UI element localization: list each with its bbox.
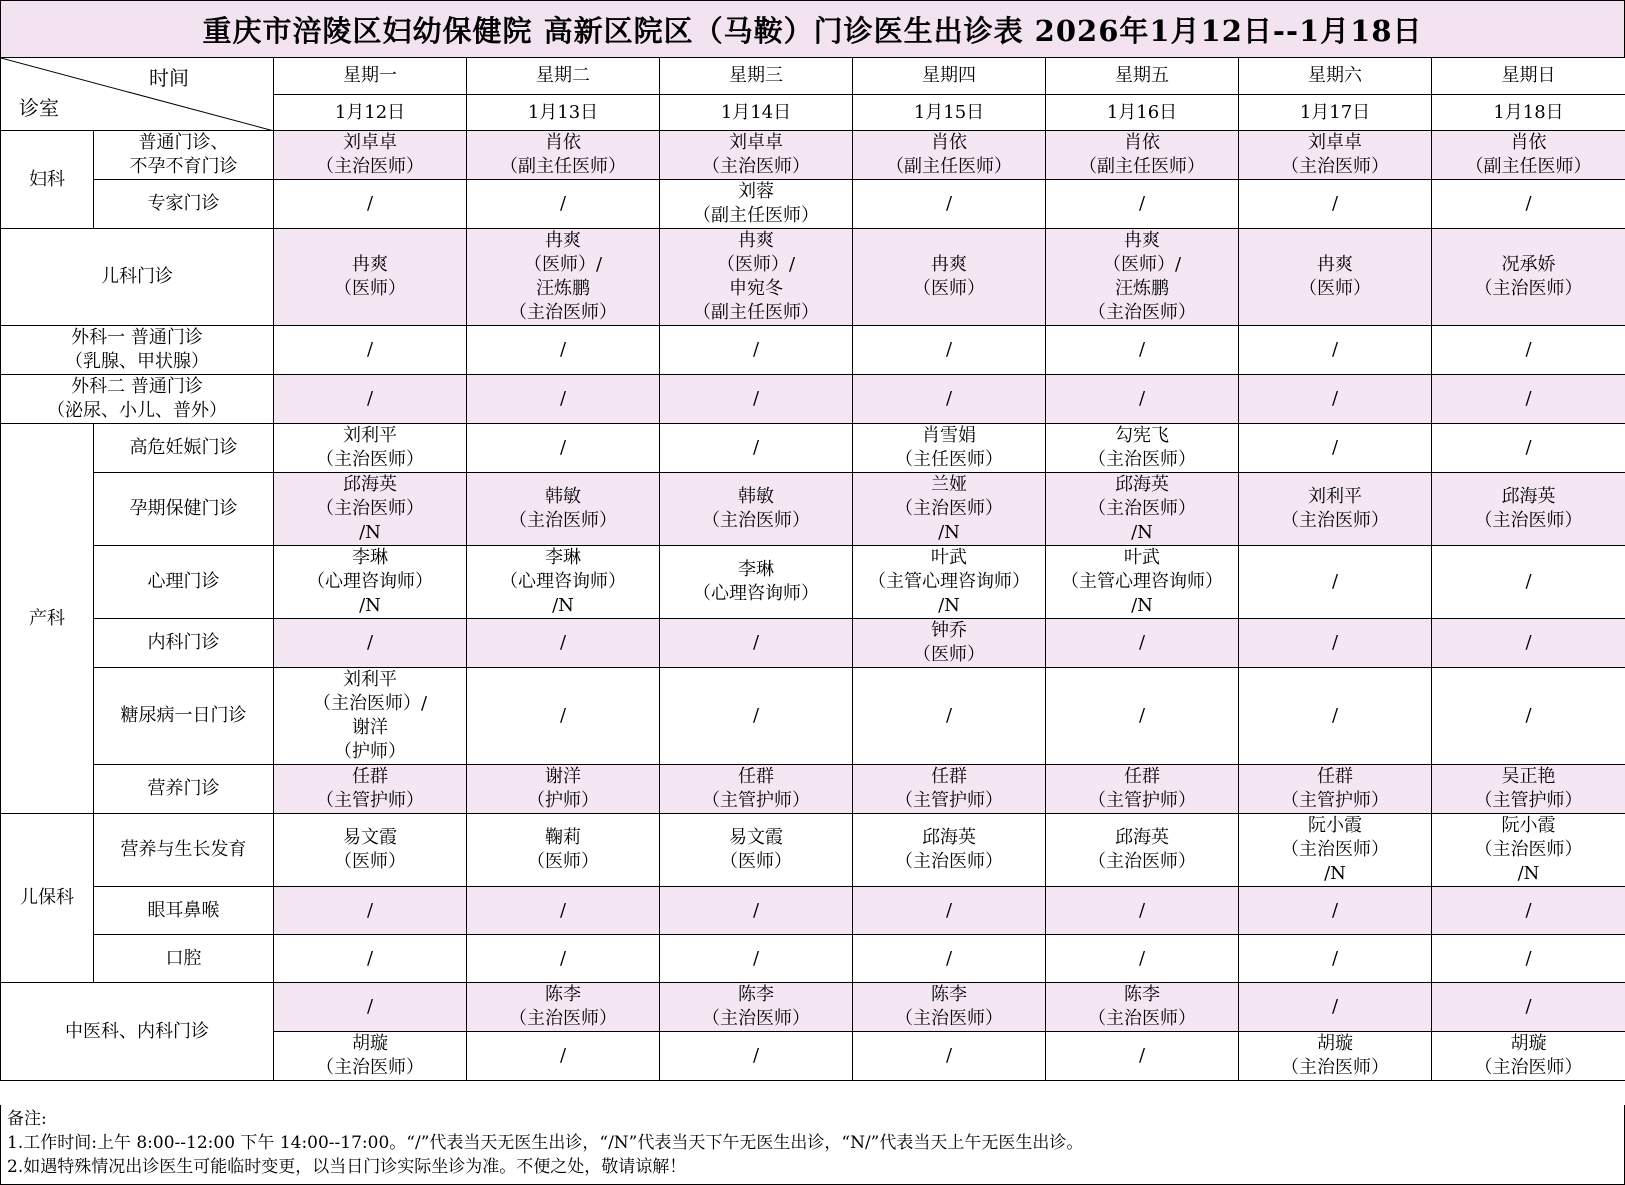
clinic-label-text: 内科门诊: [147, 632, 220, 653]
clinic-label-text: 儿科门诊: [101, 266, 173, 287]
doctor-entry: /: [945, 947, 953, 969]
doctor-entry: 刘卓卓 （主治医师）: [702, 132, 810, 177]
schedule-cell: [660, 229, 853, 326]
schedule-cell: [274, 887, 467, 935]
doctor-entry: /: [1138, 899, 1146, 921]
doctor-entry: 肖依 （副主任医师）: [886, 132, 1012, 177]
schedule-cell: [853, 619, 1046, 668]
corner-time-label: 时间: [149, 66, 189, 90]
doctor-entry: /: [1331, 705, 1339, 726]
schedule-cell: [1432, 473, 1625, 546]
doctor-entry: /: [1331, 632, 1339, 653]
doctor-entry: 鞠莉 （医师）: [527, 827, 599, 872]
schedule-cell: [467, 326, 660, 375]
schedule-cell: [1239, 424, 1432, 473]
doctor-entry: /: [1138, 947, 1146, 969]
weekday-header: 星期日: [1432, 58, 1625, 95]
doctor-entry: /: [945, 705, 953, 726]
clinic-label: [94, 131, 274, 180]
weekday-header: 星期四: [853, 58, 1046, 95]
doctor-entry: /: [1331, 996, 1339, 1017]
clinic-label-text: 中医科、内科门诊: [65, 1020, 209, 1042]
weekday-header: 星期五: [1046, 58, 1239, 95]
schedule-cell: [1432, 887, 1625, 935]
doctor-entry: 刘蓉 （副主任医师）: [693, 181, 819, 226]
schedule-cell: [660, 546, 853, 619]
schedule-cell: [1046, 765, 1239, 814]
clinic-label: [94, 935, 274, 983]
schedule-cell: [853, 473, 1046, 546]
schedule-cell: [1046, 668, 1239, 765]
doctor-entry: /: [559, 899, 567, 921]
doctor-entry: /: [752, 339, 760, 360]
schedule-cell: [1239, 983, 1432, 1032]
clinic-label-text: 普通门诊、 不孕不育门诊: [129, 132, 238, 177]
doctor-entry: 胡璇 （主治医师）: [316, 1033, 424, 1078]
doctor-entry: 陈李 （主治医师）: [1088, 984, 1196, 1029]
schedule-cell: [1432, 180, 1625, 229]
schedule-cell: [1046, 375, 1239, 424]
schedule-cell: [1432, 229, 1625, 326]
schedule-cell: [660, 375, 853, 424]
schedule-cell: [467, 668, 660, 765]
doctor-entry: /: [1138, 388, 1146, 409]
page-title: 重庆市涪陵区妇幼保健院 高新区院区（马鞍）门诊医生出诊表 2026年1月12日--1月18日: [0, 0, 1625, 58]
doctor-entry: /: [1331, 388, 1339, 409]
schedule-cell: [1432, 619, 1625, 668]
date-header: 1月16日: [1046, 95, 1239, 131]
schedule-cell: [1239, 935, 1432, 983]
schedule-cell: [1239, 887, 1432, 935]
schedule-cell: [660, 424, 853, 473]
schedule-cell: [853, 935, 1046, 983]
doctor-entry: 肖依 （副主任医师）: [1079, 132, 1205, 177]
schedule-cell: [1432, 424, 1625, 473]
schedule-cell: [274, 131, 467, 180]
clinic-label-text: 营养与生长发育: [120, 839, 247, 860]
doctor-entry: 吴正艳 （主管护师）: [1474, 766, 1583, 811]
schedule-cell: [274, 546, 467, 619]
schedule-cell: [660, 619, 853, 668]
schedule-cell: [1432, 375, 1625, 424]
doctor-entry: /: [1525, 899, 1532, 921]
doctor-entry: /: [1525, 632, 1532, 653]
schedule-cell: [1239, 1032, 1432, 1081]
schedule-cell: [274, 229, 467, 326]
date-header: 1月17日: [1239, 95, 1432, 131]
schedule-cell: [274, 375, 467, 424]
doctor-entry: 刘卓卓 （主治医师）: [316, 132, 424, 177]
doctor-entry: 刘卓卓 （主治医师）: [1281, 132, 1389, 177]
date-header: 1月12日: [274, 95, 467, 131]
doctor-entry: 任群 （主管护师）: [1088, 766, 1196, 811]
clinic-label-text: 糖尿病一日门诊: [120, 705, 247, 726]
schedule-cell: [1432, 935, 1625, 983]
doctor-entry: 肖依 （副主任医师）: [500, 132, 626, 177]
date-header: 1月18日: [1432, 95, 1625, 131]
clinic-label-text: 心理门诊: [147, 571, 220, 592]
schedule-cell: [1239, 229, 1432, 326]
schedule-cell: [1239, 668, 1432, 765]
doctor-entry: /: [1525, 339, 1532, 360]
doctor-entry: /: [752, 705, 760, 726]
schedule-cell: [1432, 983, 1625, 1032]
header-corner-cell: [1, 58, 274, 131]
schedule-cell: [1239, 546, 1432, 619]
doctor-entry: 冉爽 （医师）/ 汪炼鹏 （主治医师）: [509, 230, 617, 323]
doctor-entry: 任群 （主管护师）: [702, 766, 810, 811]
doctor-entry: /: [559, 1045, 567, 1066]
doctor-entry: /: [1138, 705, 1146, 726]
schedule-cell: [274, 326, 467, 375]
notes-heading: 备注:: [7, 1109, 47, 1129]
schedule-cell: [1046, 180, 1239, 229]
doctor-entry: 勾宪飞 （主治医师）: [1088, 425, 1196, 470]
doctor-entry: 冉爽 （医师）/ 汪炼鹏 （主治医师）: [1088, 230, 1196, 323]
schedule-cell: [1239, 131, 1432, 180]
clinic-label: [1, 229, 274, 326]
doctor-entry: 邱海英 （主治医师）: [1474, 486, 1583, 531]
notes-section: [0, 1105, 1625, 1185]
schedule-cell: [660, 668, 853, 765]
schedule-cell: [660, 131, 853, 180]
schedule-cell: [1239, 619, 1432, 668]
doctor-entry: /: [752, 947, 760, 969]
doctor-entry: /: [559, 705, 567, 726]
doctor-entry: 任群 （主管护师）: [895, 766, 1003, 811]
schedule-cell: [1046, 814, 1239, 887]
schedule-cell: [1432, 546, 1625, 619]
clinic-label-text: 眼耳鼻喉: [147, 899, 220, 921]
schedule-cell: [467, 619, 660, 668]
schedule-cell: [1046, 326, 1239, 375]
doctor-entry: 冉爽 （医师）: [334, 254, 406, 299]
schedule-cell: [1046, 473, 1239, 546]
schedule-cell: [1046, 935, 1239, 983]
schedule-cell: [853, 375, 1046, 424]
clinic-label: [94, 424, 274, 473]
schedule-cell: [467, 375, 660, 424]
doctor-entry: /: [752, 437, 760, 458]
date-header: 1月13日: [467, 95, 660, 131]
department-label: 儿保科: [1, 814, 94, 983]
doctor-entry: 肖依 （副主任医师）: [1465, 132, 1592, 177]
doctor-entry: 李琳 （心理咨询师）: [693, 559, 819, 604]
doctor-entry: /: [1525, 437, 1532, 458]
schedule-cell: [274, 473, 467, 546]
doctor-entry: /: [1331, 899, 1339, 921]
doctor-entry: 谢洋 （护师）: [527, 766, 599, 811]
corner-room-label: 诊室: [19, 96, 59, 120]
schedule-cell: [660, 180, 853, 229]
schedule-cell: [1432, 326, 1625, 375]
schedule-cell: [467, 814, 660, 887]
schedule-cell: [1046, 983, 1239, 1032]
clinic-label: [1, 375, 274, 424]
weekday-header: 星期六: [1239, 58, 1432, 95]
doctor-entry: 韩敏 （主治医师）: [702, 486, 810, 531]
doctor-entry: 刘利平 （主治医师）: [316, 425, 424, 470]
schedule-cell: [1046, 229, 1239, 326]
schedule-cell: [1432, 814, 1625, 887]
schedule-cell: [467, 887, 660, 935]
schedule-cell: [853, 983, 1046, 1032]
clinic-label: [94, 180, 274, 229]
schedule-cell: [660, 326, 853, 375]
schedule-cell: [467, 983, 660, 1032]
schedule-cell: [853, 668, 1046, 765]
doctor-entry: /: [366, 193, 374, 214]
schedule-cell: [274, 668, 467, 765]
doctor-entry: 钟乔 （医师）: [913, 620, 985, 665]
doctor-entry: /: [1525, 388, 1532, 409]
doctor-entry: 易文霞 （医师）: [334, 827, 406, 872]
schedule-cell: [1239, 765, 1432, 814]
doctor-entry: /: [1525, 705, 1532, 726]
clinic-label: [94, 814, 274, 887]
doctor-entry: /: [1331, 571, 1339, 592]
schedule-cell: [1239, 180, 1432, 229]
doctor-entry: 阮小霞 （主治医师） /N: [1281, 815, 1389, 884]
doctor-entry: 肖雪娟 （主任医师）: [895, 425, 1003, 470]
doctor-entry: 李琳 （心理咨询师） /N: [500, 547, 626, 616]
schedule-cell: [1239, 473, 1432, 546]
doctor-entry: /: [1331, 437, 1339, 458]
doctor-entry: 阮小霞 （主治医师） /N: [1474, 815, 1583, 884]
schedule-cell: [1239, 375, 1432, 424]
doctor-entry: 胡璇 （主治医师）: [1281, 1033, 1389, 1078]
schedule-cell: [467, 473, 660, 546]
schedule-cell: [467, 424, 660, 473]
schedule-cell: [1432, 765, 1625, 814]
weekday-header: 星期二: [467, 58, 660, 95]
schedule-cell: [274, 619, 467, 668]
department-label: 妇科: [1, 131, 94, 229]
doctor-entry: /: [945, 339, 953, 360]
clinic-label-text: 专家门诊: [147, 193, 220, 214]
doctor-entry: 邱海英 （主治医师） /N: [1088, 474, 1196, 543]
schedule-cell: [1046, 424, 1239, 473]
weekday-header: 星期三: [660, 58, 853, 95]
schedule-cell: [274, 983, 467, 1032]
schedule-cell: [660, 473, 853, 546]
doctor-entry: /: [945, 899, 953, 921]
doctor-entry: 邱海英 （主治医师） /N: [316, 474, 424, 543]
doctor-entry: 陈李 （主治医师）: [702, 984, 810, 1029]
doctor-entry: /: [1525, 193, 1532, 214]
schedule-cell: [274, 180, 467, 229]
schedule-cell: [1239, 326, 1432, 375]
doctor-entry: /: [1138, 632, 1146, 653]
clinic-label: [94, 668, 274, 765]
schedule-cell: [1046, 546, 1239, 619]
doctor-entry: /: [752, 388, 760, 409]
doctor-entry: 任群 （主管护师）: [1281, 766, 1389, 811]
doctor-entry: 冉爽 （医师）: [913, 254, 985, 299]
doctor-entry: 邱海英 （主治医师）: [895, 827, 1003, 872]
schedule-cell: [467, 1032, 660, 1081]
notes-line-2: 2.如遇特殊情况出诊医生可能临时变更，以当日门诊实际坐诊为准。不便之处，敬请谅解！: [7, 1157, 687, 1177]
doctor-entry: /: [752, 632, 760, 653]
schedule-cell: [1046, 619, 1239, 668]
schedule-cell: [1239, 814, 1432, 887]
doctor-entry: /: [1331, 339, 1339, 360]
date-header: 1月15日: [853, 95, 1046, 131]
clinic-label-text: 外科二 普通门诊 （泌尿、小儿、普外）: [47, 376, 227, 421]
schedule-cell: [853, 546, 1046, 619]
notes-line-1: 1.工作时间:上午 8:00--12:00 下午 14:00--17:00。“/”代表当天无医生出诊，“/N”代表当天下午无医生出诊，“N/”代表当天上午无医生出诊。: [7, 1133, 1084, 1153]
schedule-cell: [1432, 1032, 1625, 1081]
clinic-label-text: 口腔: [165, 947, 202, 969]
doctor-entry: /: [945, 1045, 953, 1066]
schedule-cell: [853, 229, 1046, 326]
doctor-entry: /: [366, 339, 374, 360]
doctor-entry: /: [1525, 947, 1532, 969]
schedule-cell: [467, 546, 660, 619]
schedule-cell: [1046, 131, 1239, 180]
schedule-cell: [467, 935, 660, 983]
schedule-cell: [853, 326, 1046, 375]
clinic-label-text: 高危妊娠门诊: [129, 437, 238, 458]
weekday-header: 星期一: [274, 58, 467, 95]
doctor-entry: /: [366, 996, 374, 1017]
schedule-cell: [660, 814, 853, 887]
doctor-entry: 韩敏 （主治医师）: [509, 486, 617, 531]
schedule-cell: [660, 1032, 853, 1081]
doctor-entry: 邱海英 （主治医师）: [1088, 827, 1196, 872]
schedule-cell: [660, 983, 853, 1032]
doctor-entry: 刘利平 （主治医师）/ 谢洋 （护师）: [312, 669, 428, 762]
clinic-label-text: 孕期保健门诊: [129, 498, 238, 519]
doctor-entry: 叶武 （主管心理咨询师） /N: [1061, 547, 1223, 616]
schedule-cell: [660, 935, 853, 983]
doctor-entry: /: [945, 388, 953, 409]
schedule-cell: [467, 229, 660, 326]
schedule-cell: [467, 765, 660, 814]
doctor-entry: /: [1138, 339, 1146, 360]
schedule-cell: [274, 1032, 467, 1081]
doctor-entry: /: [366, 947, 374, 969]
clinic-label-text: 营养门诊: [147, 778, 220, 799]
schedule-cell: [1046, 1032, 1239, 1081]
doctor-entry: /: [1138, 193, 1146, 214]
doctor-entry: 易文霞 （医师）: [720, 827, 792, 872]
schedule-cell: [467, 131, 660, 180]
clinic-label: [94, 546, 274, 619]
schedule-cell: [853, 814, 1046, 887]
doctor-entry: 李琳 （心理咨询师） /N: [307, 547, 433, 616]
doctor-entry: /: [1138, 1045, 1146, 1066]
doctor-entry: /: [945, 193, 953, 214]
doctor-entry: /: [1525, 571, 1532, 592]
doctor-entry: /: [752, 1045, 760, 1066]
schedule-cell: [274, 935, 467, 983]
doctor-entry: /: [559, 437, 567, 458]
doctor-entry: /: [1331, 193, 1339, 214]
clinic-label: [94, 619, 274, 668]
doctor-entry: 刘利平 （主治医师）: [1281, 486, 1389, 531]
doctor-entry: /: [1331, 947, 1339, 969]
schedule-cell: [853, 131, 1046, 180]
doctor-entry: 陈李 （主治医师）: [509, 984, 617, 1029]
doctor-entry: /: [559, 193, 567, 214]
clinic-label: [1, 326, 274, 375]
schedule-table: [0, 57, 1625, 1081]
schedule-cell: [1432, 131, 1625, 180]
schedule-cell: [853, 887, 1046, 935]
schedule-cell: [853, 424, 1046, 473]
schedule-cell: [274, 424, 467, 473]
doctor-entry: 冉爽 （医师）/ 申宛冬 （副主任医师）: [693, 230, 819, 323]
schedule-cell: [274, 814, 467, 887]
clinic-label: [94, 473, 274, 546]
date-header: 1月14日: [660, 95, 853, 131]
doctor-entry: /: [366, 899, 374, 921]
schedule-cell: [853, 765, 1046, 814]
doctor-entry: 任群 （主管护师）: [316, 766, 424, 811]
clinic-label: [1, 983, 274, 1081]
doctor-entry: /: [366, 632, 374, 653]
doctor-entry: /: [559, 388, 567, 409]
doctor-entry: /: [366, 388, 374, 409]
clinic-label: [94, 765, 274, 814]
doctor-entry: 胡璇 （主治医师）: [1474, 1033, 1583, 1078]
schedule-cell: [853, 180, 1046, 229]
doctor-entry: 叶武 （主管心理咨询师） /N: [868, 547, 1030, 616]
doctor-entry: /: [559, 632, 567, 653]
doctor-entry: /: [559, 947, 567, 969]
clinic-label: [94, 887, 274, 935]
doctor-entry: /: [1525, 996, 1532, 1017]
doctor-entry: 兰娅 （主治医师） /N: [895, 474, 1003, 543]
schedule-cell: [467, 180, 660, 229]
schedule-cell: [1432, 668, 1625, 765]
schedule-cell: [1046, 887, 1239, 935]
clinic-label-text: 外科一 普通门诊 （乳腺、甲状腺）: [65, 327, 209, 372]
department-label: 产科: [1, 424, 94, 814]
doctor-entry: 况承娇 （主治医师）: [1474, 254, 1583, 299]
schedule-cell: [274, 765, 467, 814]
schedule-cell: [853, 1032, 1046, 1081]
doctor-entry: /: [752, 899, 760, 921]
doctor-entry: 冉爽 （医师）: [1299, 254, 1371, 299]
schedule-cell: [660, 887, 853, 935]
schedule-cell: [660, 765, 853, 814]
doctor-entry: 陈李 （主治医师）: [895, 984, 1003, 1029]
doctor-entry: /: [559, 339, 567, 360]
